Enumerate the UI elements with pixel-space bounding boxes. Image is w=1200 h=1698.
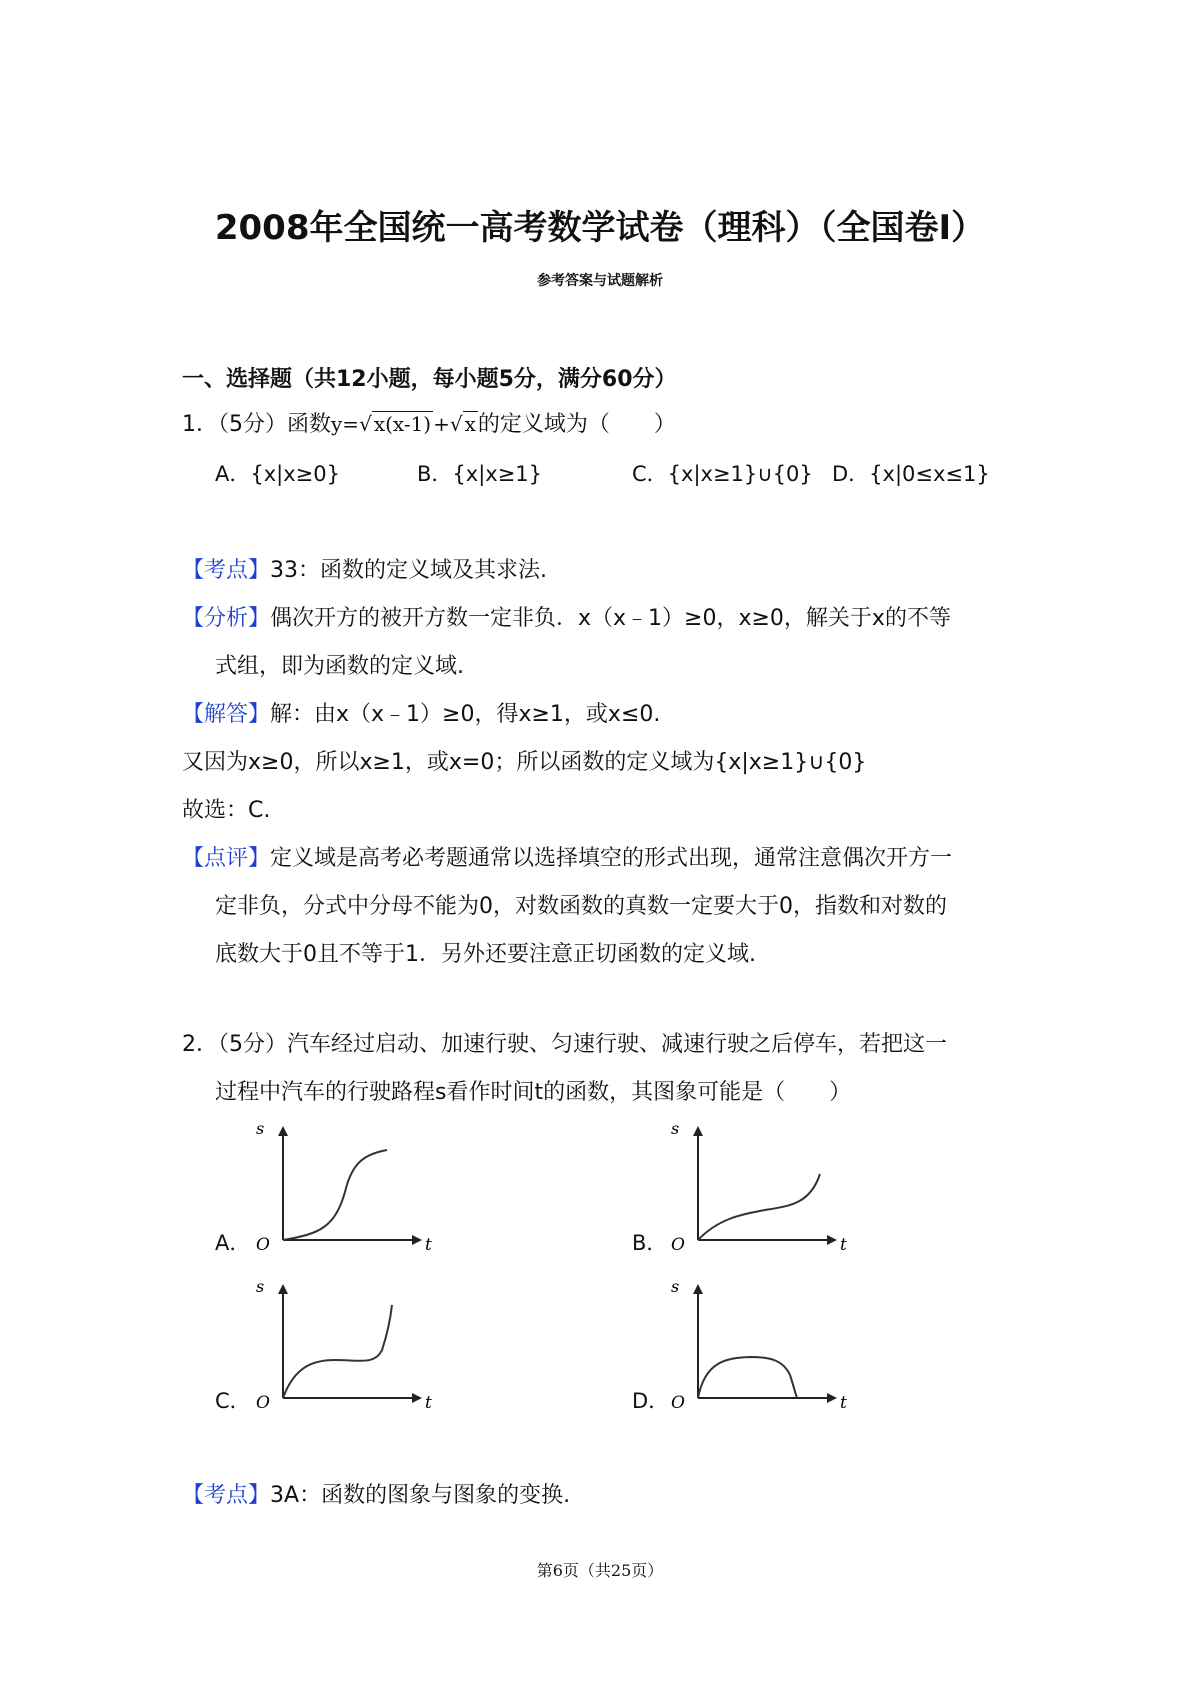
- q2-option-d-label[interactable]: D．: [632, 1389, 670, 1413]
- q2-graph-a[interactable]: [250, 1119, 432, 1255]
- svg-text:s: s: [256, 1119, 265, 1138]
- q1-option-c[interactable]: C．{x|x≥1}∪{0}: [632, 462, 813, 486]
- q1-fenxi-cont: 式组，即为函数的定义域.: [215, 654, 464, 679]
- q1-jieda-line3: 故选：C.: [182, 798, 271, 823]
- q1-formula: y=√ x(x-1) +√ x: [331, 412, 476, 436]
- q2-graph-c[interactable]: [250, 1277, 432, 1413]
- q2-option-b-label[interactable]: B．: [632, 1231, 668, 1255]
- svg-text:O: O: [256, 1235, 270, 1255]
- q1-prefix: 1．（5分）函数: [182, 412, 331, 437]
- svg-text:t: t: [425, 1393, 432, 1413]
- q1-dianping: 【点评】定义域是高考必考题通常以选择填空的形式出现，通常注意偶次开方一: [182, 846, 953, 871]
- q1-option-b[interactable]: B．{x|x≥1}: [417, 462, 543, 486]
- q2-option-a-label[interactable]: A．: [215, 1231, 251, 1255]
- q1-option-d[interactable]: D．{x|0≤x≤1}: [832, 462, 990, 486]
- q1-dianping-line2: 定非负，分式中分母不能为0，对数函数的真数一定要大于0，指数和对数的: [215, 894, 947, 919]
- q1-jieda-line2: 又因为x≥0，所以x≥1，或x=0；所以函数的定义域为{x|x≥1}∪{0}: [182, 750, 867, 775]
- q1-kaodian: 【考点】33：函数的定义域及其求法.: [182, 558, 548, 583]
- page-subtitle: 参考答案与试题解析: [537, 273, 663, 289]
- q1-stem: [182, 407, 676, 438]
- q1-jieda: 【解答】解：由x（x﹣1）≥0，得x≥1，或x≤0.: [182, 702, 661, 727]
- q2-option-c-label[interactable]: C．: [215, 1389, 251, 1413]
- q2-stem-line1: 2．（5分）汽车经过启动、加速行驶、匀速行驶、减速行驶之后停车，若把这一: [182, 1032, 947, 1057]
- page-footer: 第6页（共25页）: [536, 1561, 664, 1580]
- svg-text:t: t: [840, 1235, 847, 1255]
- svg-text:s: s: [671, 1119, 680, 1138]
- q2-kaodian: 【考点】3A：函数的图象与图象的变换.: [182, 1483, 571, 1508]
- q1-option-a[interactable]: A．{x|x≥0}: [215, 462, 340, 486]
- svg-text:t: t: [840, 1393, 847, 1413]
- section-heading: 一、选择题（共12小题，每小题5分，满分60分）: [182, 367, 677, 392]
- q1-suffix: 的定义域为（ ）: [477, 412, 676, 437]
- q1-fenxi: 【分析】偶次开方的被开方数一定非负．x（x﹣1）≥0，x≥0，解关于x的不等: [182, 606, 951, 631]
- svg-text:s: s: [671, 1277, 680, 1296]
- q2-stem-line2: 过程中汽车的行驶路程s看作时间t的函数，其图象可能是（ ）: [215, 1080, 852, 1105]
- page-title: 2008年全国统一高考数学试卷（理科）（全国卷Ⅰ）: [214, 208, 986, 248]
- svg-text:t: t: [425, 1235, 432, 1255]
- svg-text:O: O: [256, 1393, 270, 1413]
- svg-text:s: s: [256, 1277, 265, 1296]
- q1-dianping-line3: 底数大于0且不等于1．另外还要注意正切函数的定义域.: [215, 942, 756, 967]
- svg-text:O: O: [671, 1235, 685, 1255]
- svg-text:O: O: [671, 1393, 685, 1413]
- q2-graph-b[interactable]: [665, 1119, 847, 1255]
- q2-graph-d[interactable]: [665, 1277, 847, 1413]
